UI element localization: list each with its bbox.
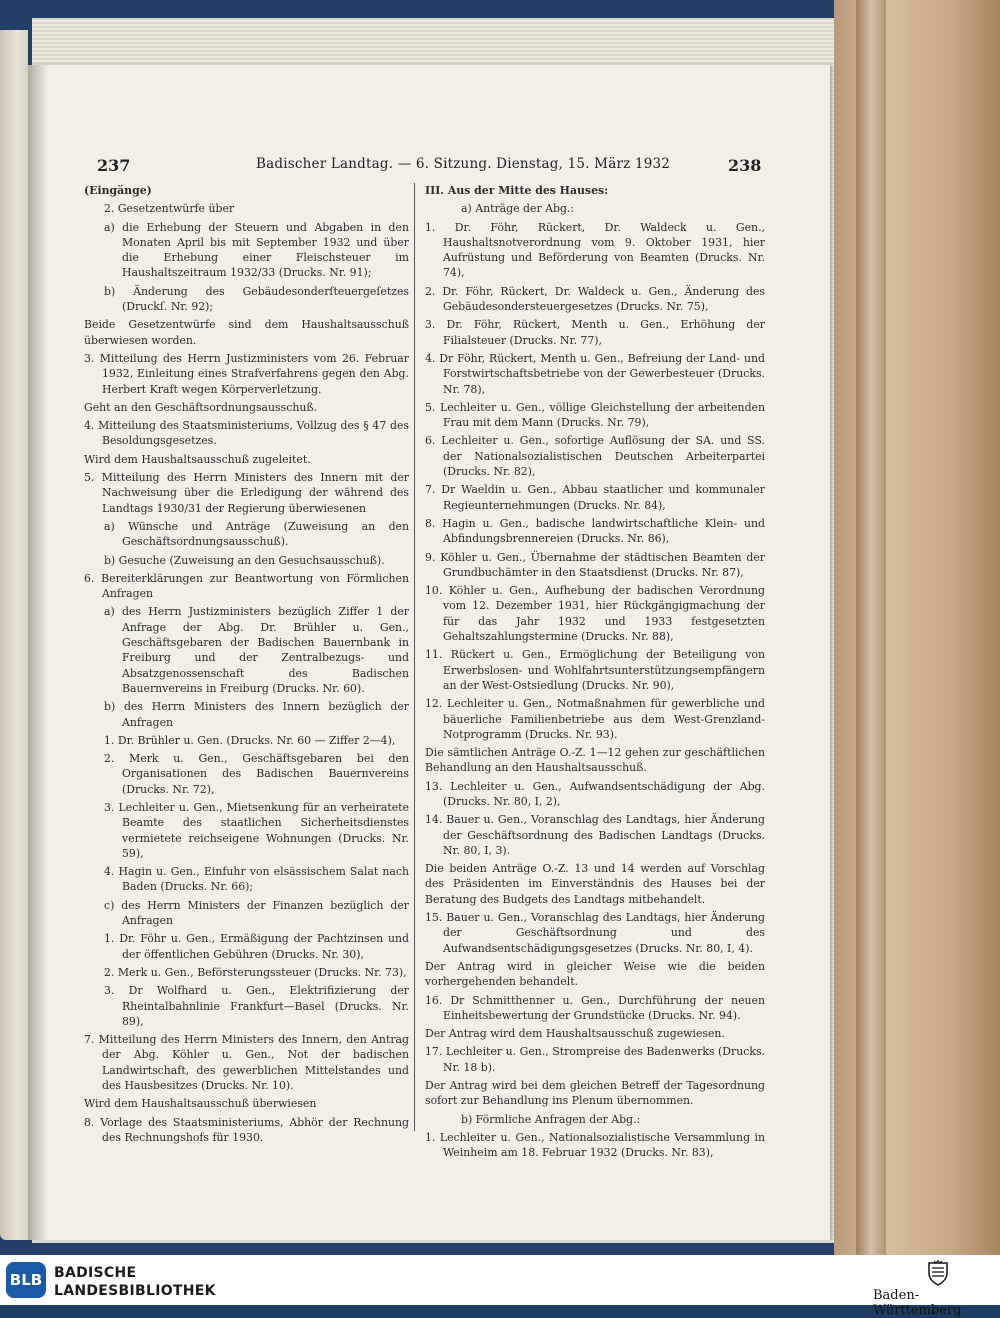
paragraph: 3. Mitteilung des Herrn Justizministers vom 26. Februar 1932, Einleitung eines Strafverfahrens gegen den Abg. Herbert Kraft wegen Körperverletzung. — [84, 351, 409, 396]
paragraph: 8. Hagin u. Gen., badische landwirtschaftliche Klein- und Abfindungsbrennereien (Drucks. Nr. 86), — [425, 516, 765, 546]
paragraph: 1. Dr. Brühler u. Gen. (Drucks. Nr. 60 — Ziffer 2—4), — [104, 733, 396, 747]
left-page-number: 237 — [97, 156, 131, 175]
paragraph: 1. Dr. Föhr u. Gen., Ermäßigung der Pachtzinsen und der öffentlichen Gebühren (Drucks. Nr. 30), — [104, 932, 409, 961]
paragraph: 3. Dr Wolfhard u. Gen., Elektrifizierung der Rheintalbahnlinie Frankfurt—Basel (Drucks. Nr. 89), — [104, 984, 409, 1028]
paragraph: 15. Bauer u. Gen., Voranschlag des Landtags, hier Änderung der Geschäftsordnung und des Aufwandsentschädigungsgesetzes (Drucks. Nr. 80, I, 4). — [425, 911, 765, 955]
paragraph: a) Wünsche und Anträge (Zuweisung an den Geschäftsordnungsausschuß). — [104, 519, 409, 549]
paragraph: 5. Lechleiter u. Gen., völlige Gleichstellung der arbeitenden Frau mit dem Mann (Drucks. Nr. 79), — [425, 400, 765, 430]
spine-shadow — [28, 65, 48, 1240]
paragraph: (Eingänge) — [84, 184, 152, 197]
paragraph: 9. Köhler u. Gen., Übernahme der städtischen Beamten der Grundbuchämter in den Staatsdienst (Drucks. Nr. 87), — [425, 550, 765, 579]
book-spine-edge — [856, 0, 886, 1255]
paragraph: 2. Gesetzentwürfe über — [104, 202, 235, 216]
column-divider — [414, 183, 415, 1131]
paragraph: Geht an den Geschäftsordnungsausschuß. — [84, 400, 318, 414]
paragraph: 16. Dr Schmitthenner u. Gen., Durchführung der neuen Einheitsbewertung der Grundstücke (Drucks. Nr. 94). — [425, 993, 765, 1022]
paragraph: Wird dem Haushaltsausschuß überwiesen — [84, 1097, 317, 1111]
paragraph: 11. Rückert u. Gen., Ermöglichung der Beteiligung von Erwerbslosen- und Wohlfahrtsunterstützungsempfängern an der West-Ostsiedlung (Drucks. Nr. 90), — [425, 648, 765, 692]
paragraph: 4. Hagin u. Gen., Einfuhr von elsässischem Salat nach Baden (Drucks. Nr. 66); — [104, 865, 409, 894]
paragraph: 6. Bereiterklärungen zur Beantwortung von Förmlichen Anfragen — [84, 571, 409, 601]
paragraph: 14. Bauer u. Gen., Voranschlag des Landtags, hier Änderung der Geschäftsordnung des Badischen Landtags (Drucks. Nr. 80, I, 3). — [425, 813, 765, 857]
paragraph: 13. Lechleiter u. Gen., Aufwandsentschädigung der Abg. (Drucks. Nr. 80, I, 2), — [425, 779, 765, 808]
left-column — [84, 183, 409, 1148]
paragraph: 3. Dr. Föhr, Rückert, Menth u. Gen., Erhöhung der Filialsteuer (Drucks. Nr. 77), — [425, 318, 765, 347]
book-left-edge — [0, 30, 28, 1240]
paragraph: 4. Dr Föhr, Rückert, Menth u. Gen., Befreiung der Land- und Forstwirtschaftsbetriebe von der Gewerbesteuer (Drucks. Nr. 78), — [425, 351, 765, 396]
region-label: Baden-Württemberg — [873, 1288, 962, 1318]
paragraph: b) Änderung des Gebäudesonderſteuergeſetzes (Druckſ. Nr. 92); — [104, 284, 409, 314]
paragraph: 7. Dr Waeldin u. Gen., Abbau staatlicher und kommunaler Regieunternehmungen (Drucks. Nr. 84), — [425, 483, 765, 512]
paragraph: 10. Köhler u. Gen., Aufhebung der badischen Verordnung vom 12. Dezember 1931, hier Rückgängigmachung der für das Jahr 1932 und 1933 festgesetzten Gehaltszahlungstermine (Drucks. Nr. 88), — [425, 584, 765, 644]
right-column — [425, 183, 765, 1164]
paragraph: 7. Mitteilung des Herrn Ministers des Innern, den Antrag der Abg. Köhler u. Gen., Not der badischen Landwirtschaft, des gewerblichen Mittelstandes und des Hausbesitzes (Drucks. Nr. 10). — [84, 1033, 409, 1093]
baden-wuerttemberg-crest-icon — [926, 1260, 950, 1286]
paragraph: Der Antrag wird bei dem gleichen Betreff der Tagesordnung sofort zur Behandlung ins Plenum übernommen. — [425, 1079, 765, 1108]
paragraph: 3. Lechleiter u. Gen., Mietsenkung für an verheiratete Beamte des staatlichen Sicherheitsdienstes vermietete reichseigene Wohnungen (Drucks. Nr. 59), — [104, 800, 409, 860]
paragraph: 17. Lechleiter u. Gen., Strompreise des Badenwerks (Drucks. Nr. 18 b). — [425, 1045, 765, 1074]
paragraph: a) Anträge der Abg.: — [461, 202, 575, 216]
paragraph: III. Aus der Mitte des Hauses: — [425, 184, 609, 197]
paragraph: 2. Merk u. Gen., Geschäftsgebaren bei den Organisationen des Badischen Bauernvereins (Drucks. Nr. 72), — [104, 752, 409, 796]
paragraph: Beide Gesetzentwürfe sind dem Haushaltsausschuß überwiesen worden. — [84, 318, 409, 347]
paragraph: a) die Erhebung der Steuern und Abgaben in den Monaten April bis mit September 1932 und über die Erhebung einer Fleischsteuer im Haushaltszeitraum 1932/33 (Drucks. Nr. 91); — [104, 220, 409, 280]
paragraph: Der Antrag wird dem Haushaltsausschuß zugewiesen. — [425, 1027, 725, 1041]
paragraph: Wird dem Haushaltsausschuß zugeleitet. — [84, 452, 311, 466]
paragraph: 12. Lechleiter u. Gen., Notmaßnahmen für gewerbliche und bäuerliche Familienbetriebe aus dem West-Grenzland-Notprogramm (Drucks. Nr. 93). — [425, 697, 765, 741]
paragraph: b) des Herrn Ministers des Innern bezüglich der Anfragen — [104, 700, 409, 729]
paragraph: 5. Mitteilung des Herrn Ministers des Innern mit der Nachweisung über die Erledigung der während des Landtags 1930/31 der Regierung überwiesenen — [84, 471, 409, 515]
paragraph: 1. Lechleiter u. Gen., Nationalsozialistische Versammlung in Weinheim am 18. Februar 1932 (Drucks. Nr. 83), — [425, 1130, 765, 1160]
blb-logo[interactable]: BLB — [6, 1262, 46, 1298]
paragraph: Die sämtlichen Anträge O.-Z. 1—12 gehen zur geschäftlichen Behandlung an den Haushaltsausschuß. — [425, 746, 765, 775]
right-page-number: 238 — [728, 156, 762, 175]
library-name-line1: BADISCHE — [54, 1265, 137, 1281]
paragraph: Der Antrag wird in gleicher Weise wie die beiden vorhergehenden behandelt. — [425, 959, 765, 989]
paragraph: Die beiden Anträge O.-Z. 13 und 14 werden auf Vorschlag des Präsidenten im Einverständnis des Hauses bei der Beratung des Budgets des Landtags mitbehandelt. — [425, 862, 765, 906]
running-head: Badischer Landtag. — 6. Sitzung. Dienstag, 15. März 1932 — [256, 156, 671, 172]
paragraph: b) Förmliche Anfragen der Abg.: — [461, 1112, 641, 1126]
library-name-line2: LANDESBIBLIOTHEK — [54, 1283, 216, 1299]
paragraph: c) des Herrn Ministers der Finanzen bezüglich der Anfragen — [104, 898, 409, 928]
paragraph: 8. Vorlage des Staatsministeriums, Abhör der Rechnung des Rechnungshofs für 1930. — [84, 1115, 409, 1144]
paragraph: b) Gesuche (Zuweisung an den Gesuchsausschuß). — [104, 553, 385, 567]
paragraph: 1. Dr. Föhr, Rückert, Dr. Waldeck u. Gen., Haushaltsnotverordnung vom 9. Oktober 1931, hier Aufrüstung und Beförderung von Beamten (Drucks. Nr. 74), — [425, 220, 765, 280]
paragraph: 2. Dr. Föhr, Rückert, Dr. Waldeck u. Gen., Änderung des Gebäudesondersteuergesetzes (Drucks. Nr. 75), — [425, 284, 765, 314]
paragraph: 2. Merk u. Gen., Beförsterungssteuer (Drucks. Nr. 73), — [104, 965, 407, 979]
paragraph: 6. Lechleiter u. Gen., sofortige Auflösung der SA. und SS. der Nationalsozialistischen Deutschen Arbeiterpartei (Drucks. Nr. 82), — [425, 434, 765, 479]
paragraph: 4. Mitteilung des Staatsministeriums, Vollzug des § 47 des Besoldungsgesetzes. — [84, 419, 409, 448]
paragraph: a) des Herrn Justizministers bezüglich Ziffer 1 der Anfrage der Abg. Dr. Brühler u. Gen., Geschäftsgebaren der Badischen Bauernbank in Freiburg und der Zentralbezugs- und Absatzgenossenschaft des Badischen Bauernvereins in Freiburg (Drucks. Nr. 60). — [104, 605, 409, 695]
